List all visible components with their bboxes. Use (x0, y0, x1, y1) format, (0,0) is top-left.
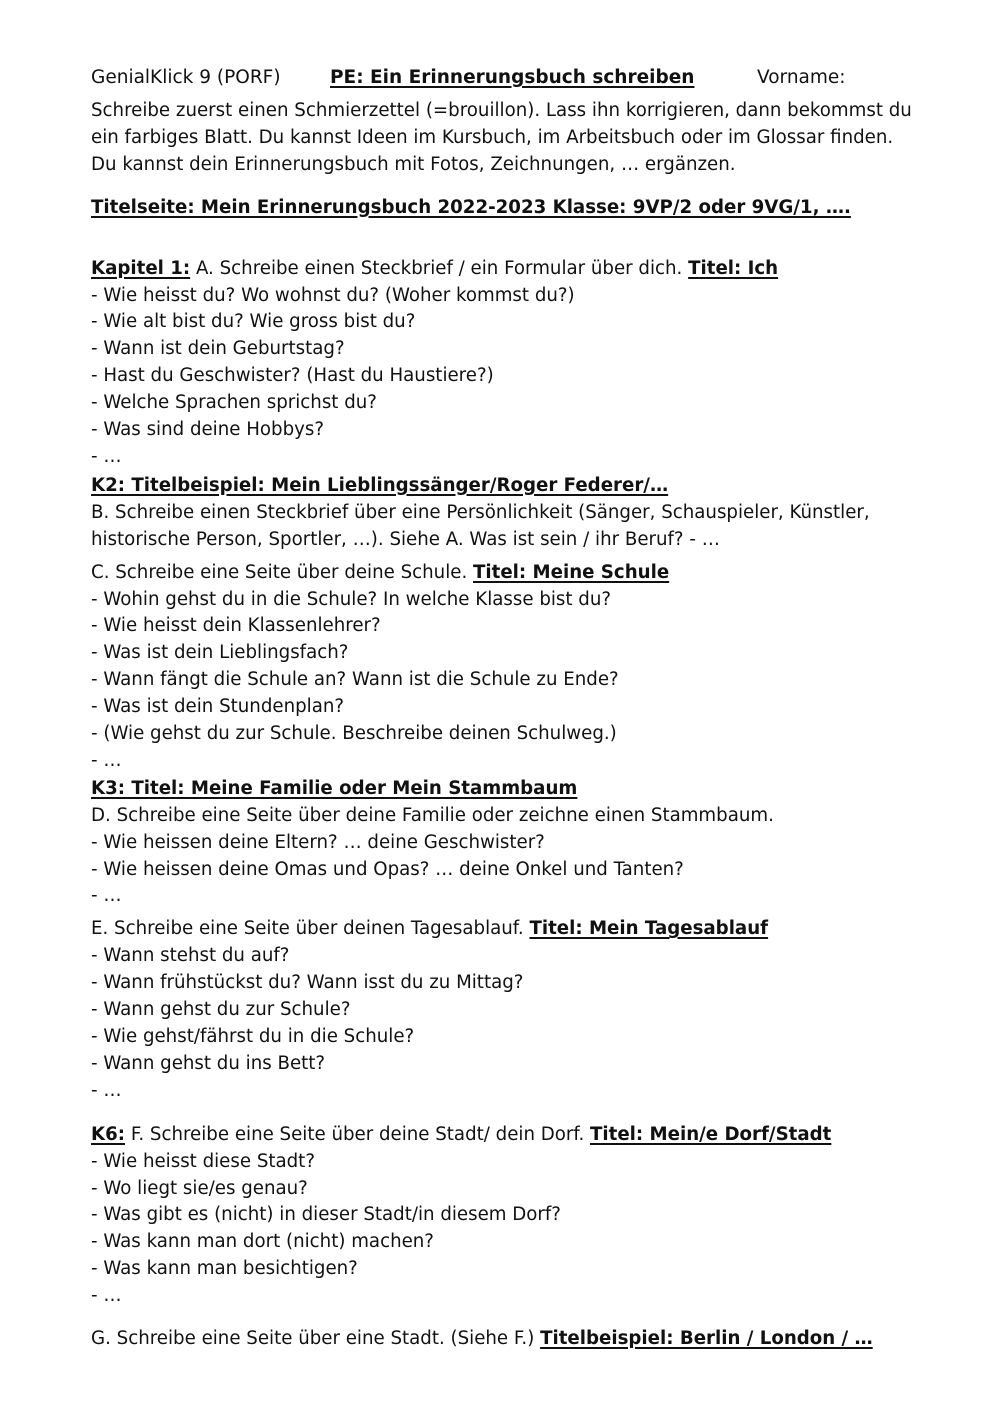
list-item: - Wie alt bist du? Wie gross bist du? (91, 311, 416, 333)
list-item: - Was ist dein Stundenplan? (91, 696, 345, 718)
list-item: - Wie heisst diese Stadt? (91, 1150, 315, 1172)
chapter-2-heading: K2: Titelbeispiel: Mein Lieblingssänger/Roger Federer/… (91, 474, 669, 496)
chapter-6 (91, 1122, 971, 1310)
list-item: - … (91, 1079, 122, 1101)
page-title: PE: Ein Erinnerungsbuch schreiben (330, 67, 695, 88)
section-c-title: Titel: Meine Schule (473, 561, 670, 583)
name-label: Vorname: (757, 67, 846, 88)
list-item: - Wie gehst/fährst du in die Schule? (91, 1026, 415, 1047)
list-item: - Wann frühstückst du? Wann isst du zu Mittag? (91, 972, 524, 994)
chapter-1-text: A. Schreibe einen Steckbrief / ein Formular über dich. (190, 257, 689, 279)
section-e-text: E. Schreibe eine Seite über deinen Tagesablauf. (91, 918, 530, 940)
list-item: - Wo liegt sie/es genau? (91, 1177, 308, 1199)
chapter-6-text: F. Schreibe eine Seite über deine Stadt/ dein Dorf. (125, 1123, 591, 1145)
chapter-3-line: - Wie heissen deine Omas und Opas? … deine Onkel und Tanten? (91, 858, 684, 880)
section-g-title: Titelbeispiel: Berlin / London / … (540, 1328, 873, 1350)
chapter-3-heading: K3: Titel: Meine Familie oder Mein Stammbaum (91, 777, 578, 799)
intro-line: ein farbiges Blatt. Du kannst Ideen im Kursbuch, im Arbeitsbuch oder im Glossar finden. (91, 126, 894, 148)
list-item: - Wann gehst du zur Schule? (91, 999, 351, 1021)
intro-line: Du kannst dein Erinnerungsbuch mit Fotos, Zeichnungen, … ergänzen. (91, 153, 736, 175)
chapter-1-title: Titel: Ich (688, 257, 779, 279)
chapter-3-line: D. Schreibe eine Seite über deine Familie oder zeichne einen Stammbaum. (91, 804, 774, 826)
list-item: - Was sind deine Hobbys? (91, 419, 325, 441)
list-item: - Wann stehst du auf? (91, 945, 290, 967)
chapter-6-intro (91, 1122, 971, 1149)
chapter-1-label: Kapitel 1: (91, 257, 191, 279)
list-item: - … (91, 445, 122, 467)
list-item: - Wie heisst dein Klassenlehrer? (91, 615, 381, 637)
chapter-3 (91, 776, 971, 911)
chapter-6-label: K6: (91, 1123, 126, 1145)
list-item: - Hast du Geschwister? (Hast du Haustiere?) (91, 365, 494, 387)
header (91, 64, 971, 92)
list-item: - Wie heisst du? Wo wohnst du? (Woher kommst du?) (91, 284, 575, 306)
chapter-6-title: Titel: Mein/e Dorf/Stadt (590, 1123, 832, 1145)
chapter-3-line: - Wie heissen deine Eltern? … deine Geschwister? (91, 831, 545, 853)
worksheet-page (91, 64, 971, 1353)
chapter-1 (91, 256, 971, 471)
chapter-2-line: B. Schreibe einen Steckbrief über eine Persönlichkeit (Sänger, Schauspieler, Künstler, (91, 501, 870, 523)
intro-paragraph (91, 98, 971, 179)
list-item: - Wann gehst du ins Bett? (91, 1052, 326, 1074)
section-c (91, 560, 971, 775)
chapter-1-intro (91, 256, 971, 283)
chapter-3-line: - … (91, 885, 122, 907)
list-item: - … (91, 1285, 122, 1307)
chapter-2 (91, 473, 971, 554)
list-item: - Was kann man dort (nicht) machen? (91, 1231, 434, 1253)
section-g-text: G. Schreibe eine Seite über eine Stadt. (Siehe F.) (91, 1328, 541, 1350)
list-item: - … (91, 749, 122, 771)
section-e-intro (91, 916, 971, 943)
section-c-text: C. Schreibe eine Seite über deine Schule. (91, 561, 474, 583)
section-g-intro (91, 1326, 971, 1353)
list-item: - Wann ist dein Geburtstag? (91, 338, 345, 360)
intro-line: Schreibe zuerst einen Schmierzettel (=brouillon). Lass ihn korrigieren, dann bekommst du (91, 100, 912, 121)
list-item: - Wohin gehst du in die Schule? In welche Klasse bist du? (91, 588, 612, 610)
list-item: - Was kann man besichtigen? (91, 1258, 358, 1280)
list-item: - Was gibt es (nicht) in dieser Stadt/in diesem Dorf? (91, 1204, 561, 1226)
list-item: - Wann fängt die Schule an? Wann ist die Schule zu Ende? (91, 669, 619, 691)
list-item: - Welche Sprachen sprichst du? (91, 392, 377, 414)
list-item: - Was ist dein Lieblingsfach? (91, 642, 349, 664)
section-e-title: Titel: Mein Tagesablauf (529, 918, 769, 940)
chapter-2-line: historische Person, Sportler, …). Siehe A. Was ist sein / ihr Beruf? - … (91, 528, 720, 550)
section-e (91, 916, 971, 1104)
section-c-intro (91, 560, 971, 587)
titlepage-heading: Titelseite: Mein Erinnerungsbuch 2022-2023 Klasse: 9VP/2 oder 9VG/1, …. (91, 196, 851, 218)
list-item: - (Wie gehst du zur Schule. Beschreibe deinen Schulweg.) (91, 723, 617, 745)
course-label: GenialKlick 9 (PORF) (91, 67, 281, 88)
